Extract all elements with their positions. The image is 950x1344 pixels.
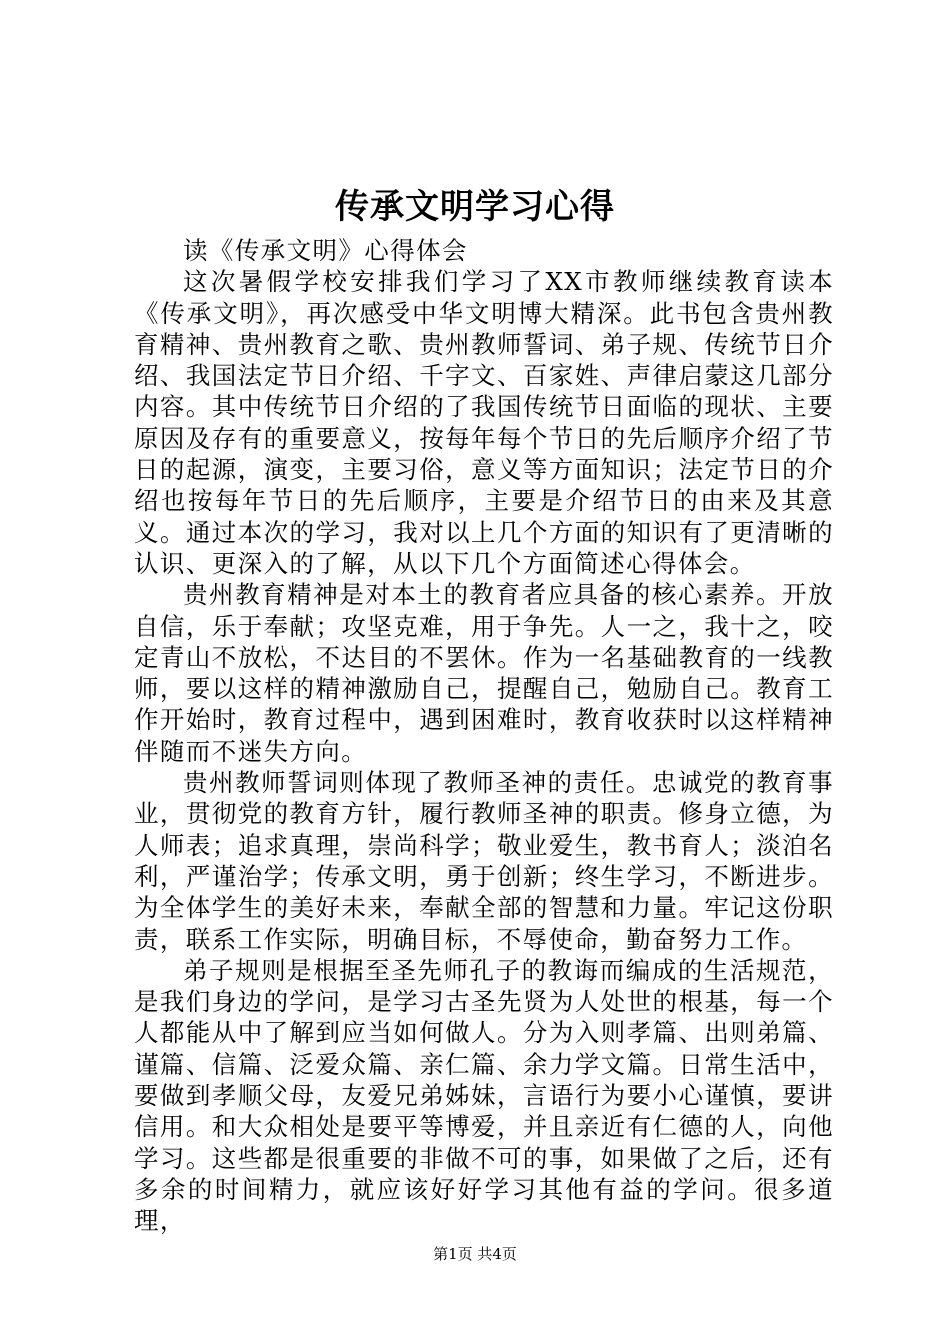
- document-body: [134, 235, 834, 1237]
- subtitle-paragraph: 读《传承文明》心得体会: [183, 236, 468, 265]
- page-number-footer: 第1页 共4页: [433, 1245, 517, 1263]
- body-paragraph: 贵州教育精神是对本土的教育者应具备的核心素养。开放自信，乐于奉献；攻坚克难，用于争先。人一之，我十之，咬定青山不放松，不达目的不罢休。作为一名基础教育的一线教师，要以这样的精神激励自己，提醒自己，勉励自己。教育工作开始时，教育过程中，遇到困难时，教育收获时以这样精神伴随而不迷失方向。: [134, 580, 834, 766]
- body-paragraph: 弟子规则是根据至圣先师孔子的教诲而编成的生活规范，是我们身边的学问，是学习古圣先贤为人处世的根基，每一个人都能从中了解到应当如何做人。分为入则孝篇、出则弟篇、谨篇、信篇、泛爱众篇、亲仁篇、余力学文篇。日常生活中，要做到孝顺父母，友爱兄弟姊妹，言语行为要小心谨慎，要讲信用。和大众相处是要平等博爱，并且亲近有仁德的人，向他学习。这些都是很重要的非做不可的事，如果做了之后，还有多余的时间精力，就应该好好学习其他有益的学问。很多道理，: [134, 955, 834, 1236]
- document-title: 传承文明学习心得: [335, 187, 615, 227]
- body-paragraph: 贵州教师誓词则体现了教师圣神的责任。忠诚党的教育事业，贯彻党的教育方针，履行教师圣神的职责。修身立德，为人师表；追求真理，崇尚科学；敬业爱生，教书育人；淡泊名利，严谨治学；传承文明，勇于创新；终生学习，不断进步。为全体学生的美好未来，奉献全部的智慧和力量。牢记这份职责，联系工作实际，明确目标，不辱使命，勤奋努力工作。: [134, 768, 834, 954]
- body-paragraph: 这次暑假学校安排我们学习了XX市教师继续教育读本《传承文明》，再次感受中华文明博大精深。此书包含贵州教育精神、贵州教育之歌、贵州教师誓词、弟子规、传统节日介绍、我国法定节日介绍、千字文、百家姓、声律启蒙这几部分内容。其中传统节日介绍的了我国传统节日面临的现状、主要原因及存有的重要意义，按每年每个节日的先后顺序介绍了节日的起源，演变，主要习俗，意义等方面知识；法定节日的介绍也按每年节日的先后顺序，主要是介绍节日的由来及其意义。通过本次的学习，我对以上几个方面的知识有了更清晰的认识、更深入的了解，从以下几个方面简述心得体会。: [134, 267, 834, 578]
